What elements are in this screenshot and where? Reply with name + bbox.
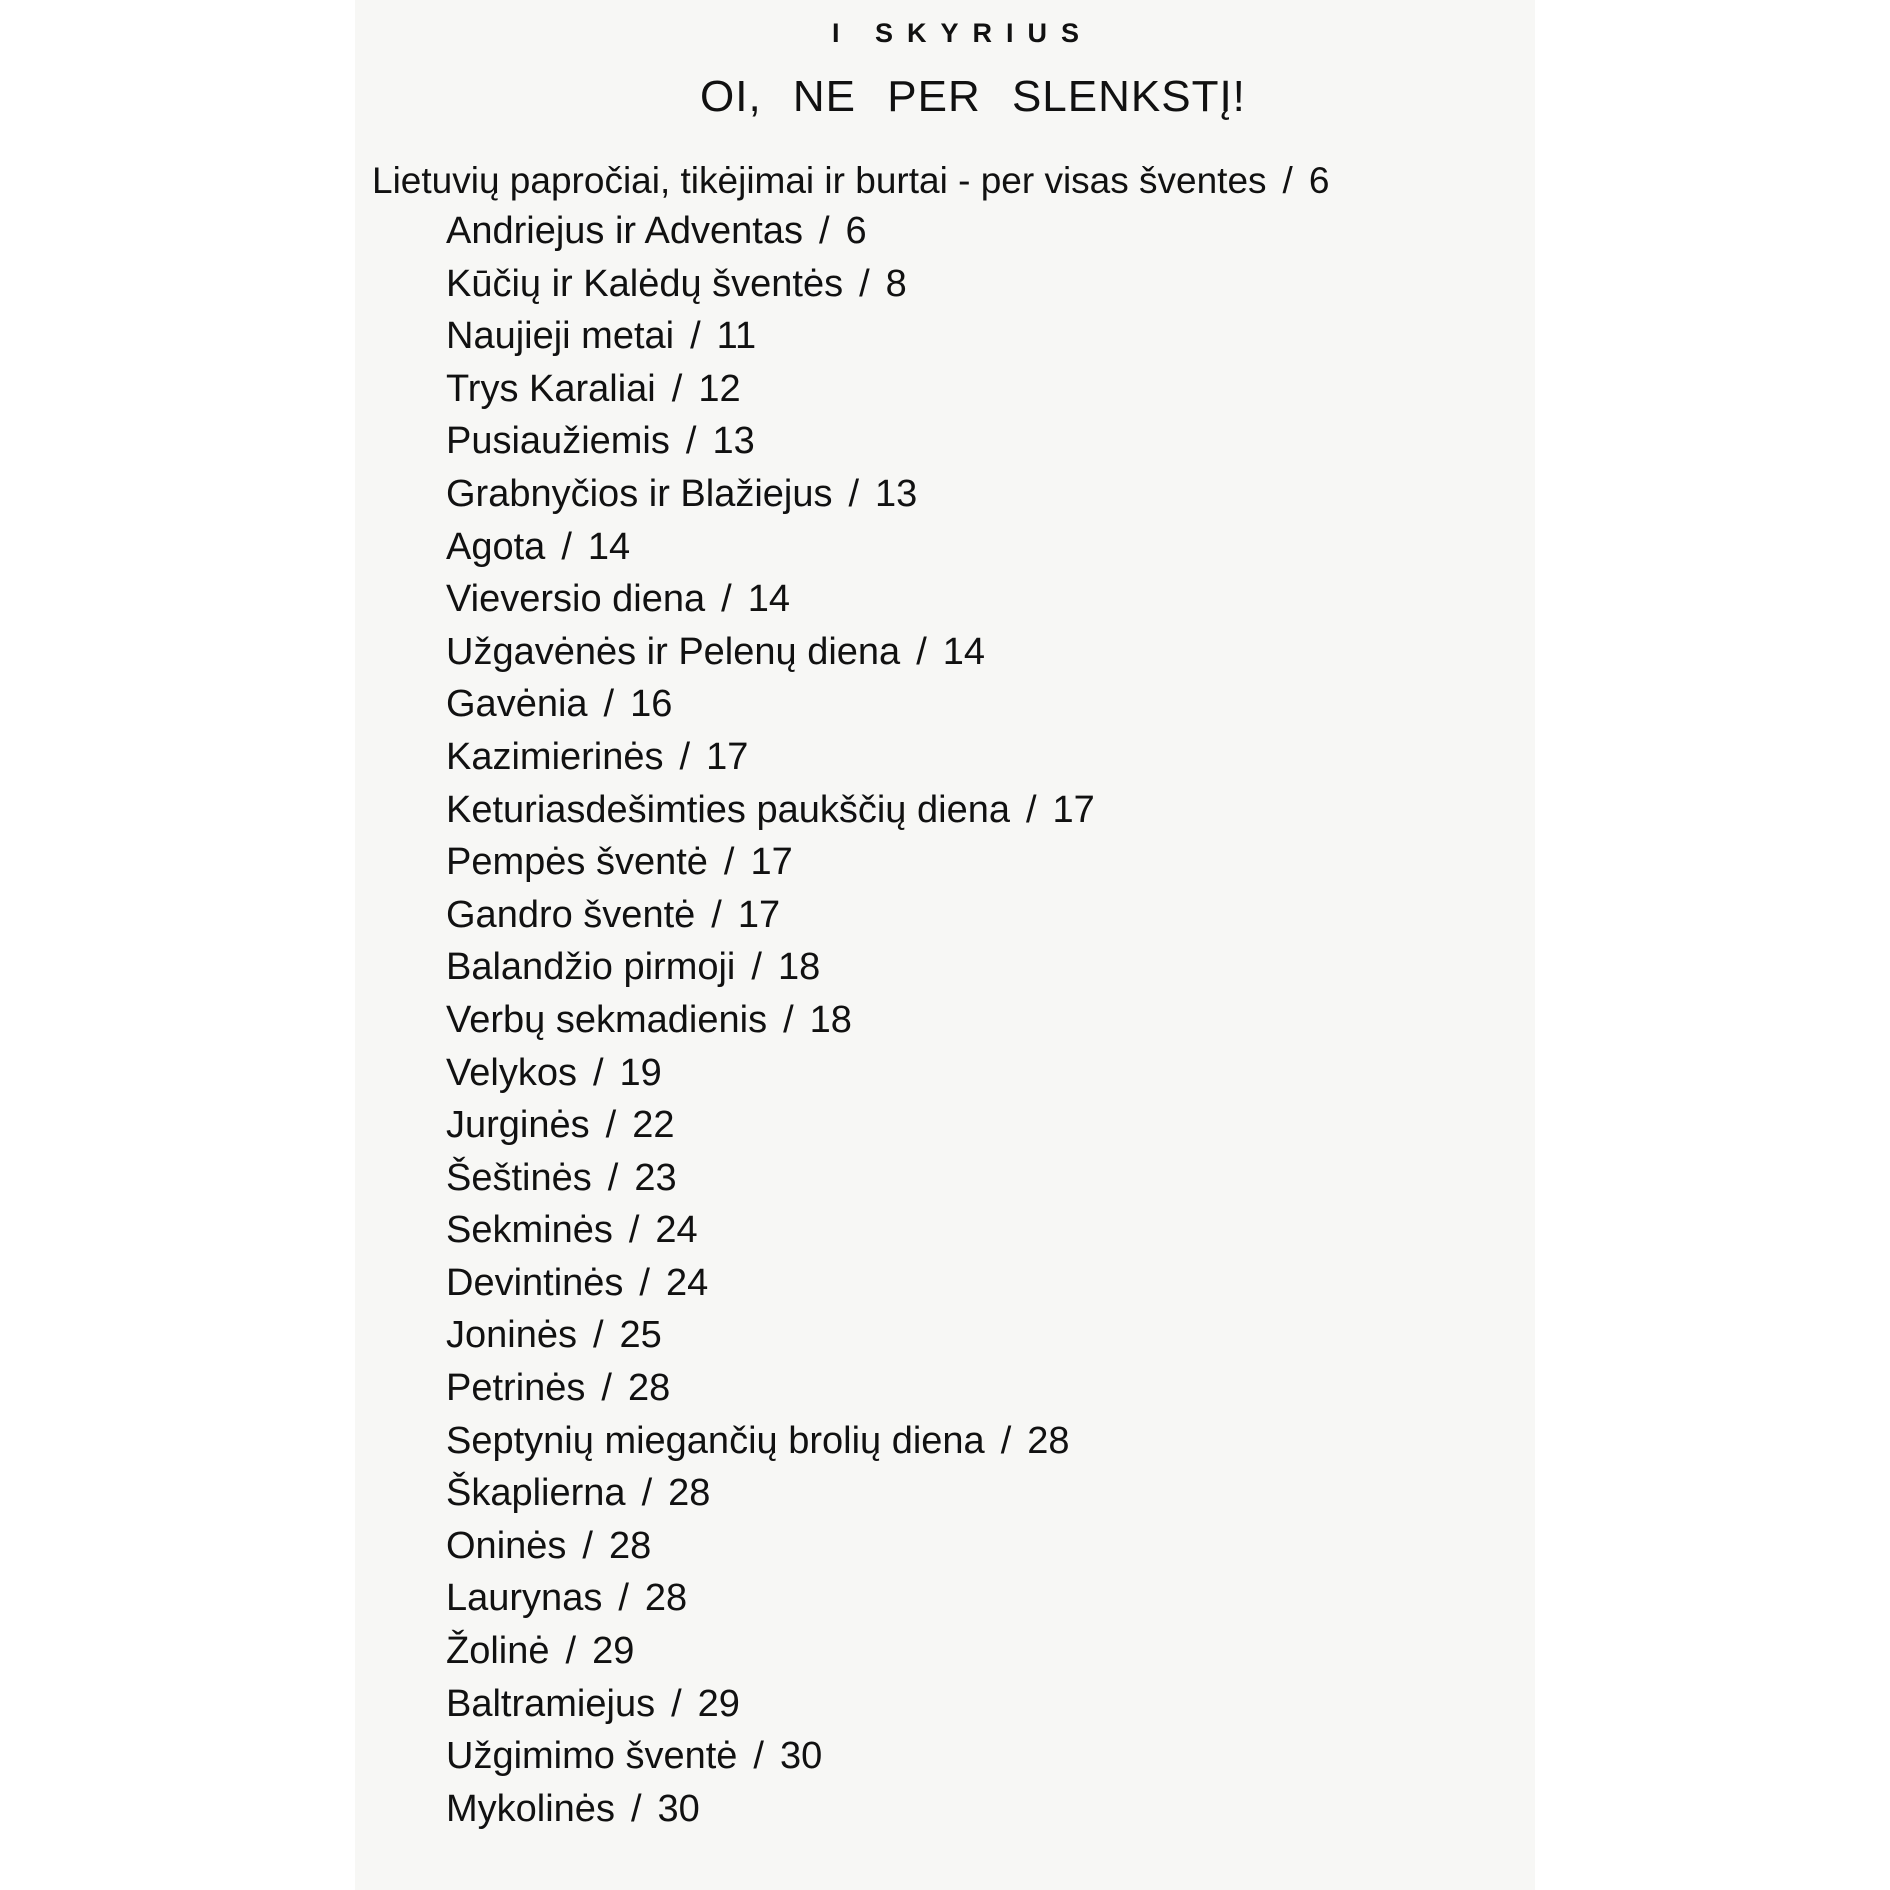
toc-entry-page: 13 bbox=[712, 420, 755, 463]
toc-entry bbox=[446, 1678, 1095, 1731]
toc-entry-title: Kūčių ir Kalėdų šventės bbox=[446, 262, 844, 305]
toc-entry-page: 14 bbox=[942, 630, 986, 673]
toc-separator: / bbox=[671, 1682, 682, 1725]
toc-entry-page: 30 bbox=[657, 1787, 700, 1830]
toc-separator: / bbox=[1025, 788, 1037, 831]
toc-entry bbox=[446, 1152, 1095, 1205]
toc-section-title: Lietuvių papročiai, tikėjimai ir burtai - per visas šventes bbox=[372, 160, 1267, 201]
toc-entry-title: Sekminės bbox=[446, 1209, 613, 1252]
toc-entry bbox=[446, 1520, 1095, 1573]
toc-entry-page: 28 bbox=[668, 1472, 711, 1515]
toc-entry-title: Škaplierna bbox=[446, 1472, 626, 1515]
toc-entry-page: 29 bbox=[697, 1682, 740, 1725]
toc-entry-title: Balandžio pirmoji bbox=[446, 946, 736, 989]
toc-entry bbox=[446, 1572, 1095, 1625]
toc-entry-page: 17 bbox=[1052, 788, 1095, 831]
toc-entry-title: Jurginės bbox=[446, 1104, 590, 1147]
toc-entry-title: Pusiaužiemis bbox=[446, 420, 670, 463]
toc-entry bbox=[446, 678, 1095, 731]
toc-entry-title: Septynių miegančių brolių diena bbox=[446, 1419, 985, 1462]
toc-entry-page: 25 bbox=[619, 1314, 662, 1357]
toc-entry bbox=[446, 1204, 1095, 1257]
toc-entry-page: 12 bbox=[698, 367, 741, 410]
toc-entry bbox=[446, 1309, 1095, 1362]
toc-entry-title: Oninės bbox=[446, 1524, 567, 1567]
toc-entry-page: 17 bbox=[750, 841, 793, 884]
toc-entry-page: 17 bbox=[706, 735, 749, 778]
toc-separator: / bbox=[690, 315, 701, 358]
toc-entry bbox=[446, 468, 1095, 521]
toc-entry-page: 24 bbox=[655, 1209, 698, 1252]
toc-entry bbox=[446, 784, 1095, 837]
toc-entry-title: Grabnyčios ir Blažiejus bbox=[446, 472, 833, 515]
toc-separator: / bbox=[607, 1156, 619, 1199]
toc-entry bbox=[446, 258, 1095, 311]
toc-separator: / bbox=[818, 210, 830, 252]
toc-entry-page: 30 bbox=[779, 1735, 823, 1778]
toc-entry-title: Andriejus ir Adventas bbox=[446, 210, 803, 252]
toc-entry-title: Verbų sekmadienis bbox=[446, 998, 768, 1041]
toc-entry-title: Laurynas bbox=[446, 1577, 603, 1620]
toc-entry bbox=[446, 1625, 1095, 1678]
toc-entry-page: 28 bbox=[608, 1524, 652, 1567]
toc-entry-page: 29 bbox=[592, 1630, 635, 1673]
toc-entry-title: Joninės bbox=[446, 1314, 577, 1357]
toc-separator: / bbox=[753, 1735, 764, 1778]
toc-entry-page: 13 bbox=[875, 472, 918, 515]
toc-separator: / bbox=[565, 1630, 577, 1673]
toc-entry-title: Užgimimo šventė bbox=[446, 1735, 738, 1778]
toc-separator: / bbox=[603, 683, 615, 726]
toc-section-heading bbox=[372, 160, 1329, 202]
toc-separator: / bbox=[618, 1577, 629, 1620]
toc-entry bbox=[446, 310, 1095, 363]
toc-separator: / bbox=[685, 420, 697, 463]
toc-separator: / bbox=[630, 1787, 642, 1830]
toc-separator: / bbox=[671, 367, 683, 410]
toc-entry bbox=[446, 626, 1095, 679]
toc-separator: / bbox=[639, 1261, 650, 1304]
toc-entry-title: Mykolinės bbox=[446, 1787, 615, 1830]
toc-separator: / bbox=[592, 1314, 604, 1357]
toc-entry-title: Naujieji metai bbox=[446, 315, 675, 358]
toc-entry-page: 23 bbox=[634, 1156, 677, 1199]
toc-entry-page: 11 bbox=[716, 315, 757, 358]
toc-separator: / bbox=[605, 1104, 617, 1147]
toc-entry bbox=[446, 1783, 1095, 1836]
toc-entry-title: Užgavėnės ir Pelenų diena bbox=[446, 630, 901, 673]
toc-entry bbox=[446, 1099, 1095, 1152]
toc-separator: / bbox=[1282, 160, 1293, 201]
toc-separator: / bbox=[601, 1367, 612, 1410]
toc-entry bbox=[446, 205, 1095, 258]
toc-separator: / bbox=[723, 841, 735, 884]
toc-entry-page: 19 bbox=[619, 1051, 662, 1094]
toc-entry-page: 22 bbox=[632, 1104, 675, 1147]
toc-separator: / bbox=[848, 472, 860, 515]
toc-entry bbox=[446, 889, 1095, 942]
toc-entry-title: Šeštinės bbox=[446, 1156, 592, 1199]
toc-entry bbox=[446, 1047, 1095, 1100]
toc-entry-page: 28 bbox=[644, 1577, 688, 1620]
toc-entry-title: Keturiasdešimties paukščių diena bbox=[446, 788, 1010, 831]
toc-entry bbox=[446, 1415, 1095, 1468]
toc-entry bbox=[446, 836, 1095, 889]
toc-separator: / bbox=[592, 1051, 604, 1094]
page-margin bbox=[1535, 0, 1890, 1890]
toc-entry bbox=[446, 1467, 1095, 1520]
toc-entry-title: Kazimierinės bbox=[446, 735, 664, 778]
toc-entry-page: 16 bbox=[630, 683, 673, 726]
toc-separator: / bbox=[751, 946, 762, 989]
toc-entry-page: 6 bbox=[845, 210, 867, 252]
toc-entry-page: 18 bbox=[809, 998, 852, 1041]
toc-separator: / bbox=[628, 1209, 640, 1252]
toc-entry bbox=[446, 573, 1095, 626]
toc-entry bbox=[446, 994, 1095, 1047]
toc-entry-page: 18 bbox=[777, 946, 821, 989]
toc-section-page: 6 bbox=[1308, 160, 1330, 201]
toc-entry-title: Pempės šventė bbox=[446, 841, 708, 884]
toc-entry bbox=[446, 731, 1095, 784]
toc-entry bbox=[446, 363, 1095, 416]
toc-entry-title: Vieversio diena bbox=[446, 578, 706, 621]
toc-entry-title: Gandro šventė bbox=[446, 893, 696, 936]
toc-separator: / bbox=[916, 630, 927, 673]
toc-separator: / bbox=[679, 735, 691, 778]
toc-separator: / bbox=[711, 893, 722, 936]
toc-entry-page: 8 bbox=[885, 262, 907, 305]
toc-entry-title: Agota bbox=[446, 525, 546, 568]
toc-entry bbox=[446, 1257, 1095, 1310]
toc-entry-page: 28 bbox=[1027, 1419, 1070, 1462]
toc-entry-page: 14 bbox=[587, 525, 631, 568]
toc-list bbox=[446, 205, 1095, 1835]
toc-entry bbox=[446, 1362, 1095, 1415]
toc-entry-title: Devintinės bbox=[446, 1261, 624, 1304]
chapter-label: I SKYRIUS bbox=[832, 18, 1094, 48]
toc-separator: / bbox=[1000, 1419, 1012, 1462]
toc-entry-page: 28 bbox=[627, 1367, 671, 1410]
toc-entry-title: Trys Karaliai bbox=[446, 367, 656, 410]
toc-entry-page: 24 bbox=[665, 1261, 709, 1304]
toc-separator: / bbox=[582, 1524, 593, 1567]
toc-separator: / bbox=[783, 998, 794, 1041]
toc-entry-title: Petrinės bbox=[446, 1367, 586, 1410]
toc-separator: / bbox=[721, 578, 732, 621]
toc-separator: / bbox=[859, 262, 870, 305]
toc-entry-title: Baltramiejus bbox=[446, 1682, 656, 1725]
toc-separator: / bbox=[641, 1472, 653, 1515]
chapter-title: OI, NE PER SLENKSTĮ! bbox=[700, 72, 1246, 121]
toc-entry-title: Velykos bbox=[446, 1051, 577, 1094]
toc-entry bbox=[446, 415, 1095, 468]
toc-separator: / bbox=[561, 525, 572, 568]
toc-entry bbox=[446, 521, 1095, 574]
toc-entry bbox=[446, 1730, 1095, 1783]
toc-entry bbox=[446, 941, 1095, 994]
toc-entry-title: Žolinė bbox=[446, 1630, 550, 1673]
toc-entry-title: Gavėnia bbox=[446, 683, 588, 726]
toc-entry-page: 17 bbox=[737, 893, 781, 936]
toc-entry-page: 14 bbox=[747, 578, 790, 621]
